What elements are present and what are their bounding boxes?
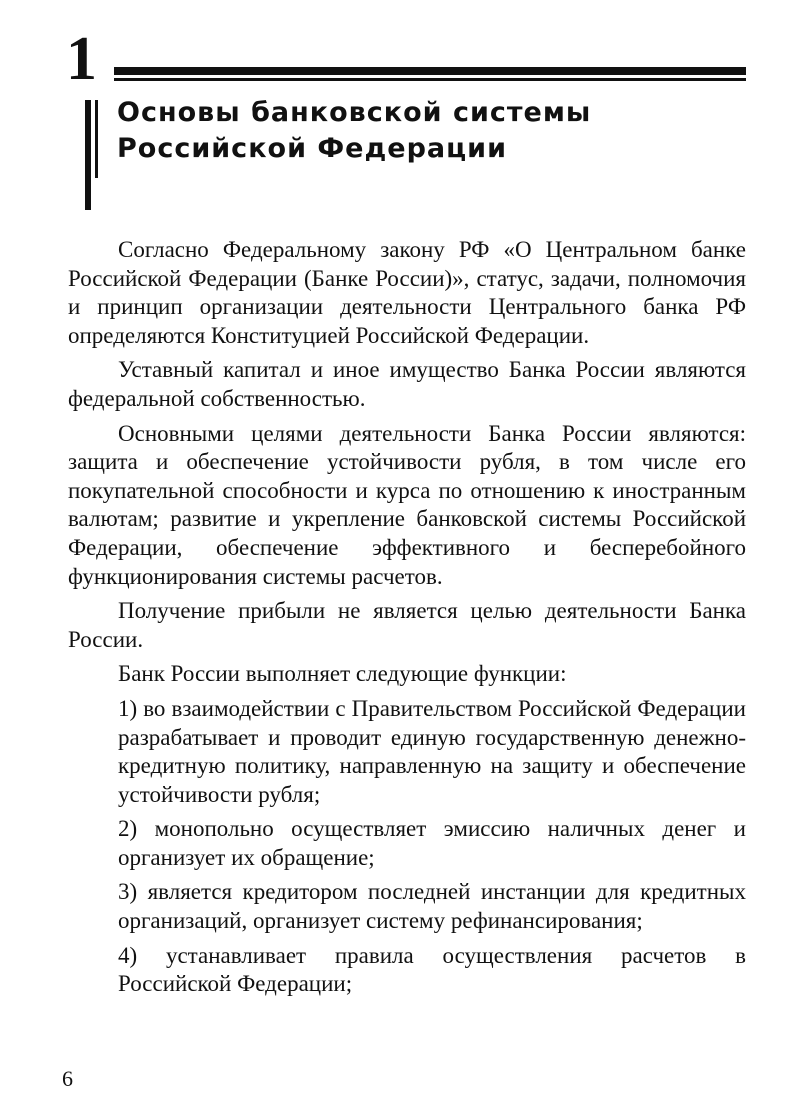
body-text	[68, 236, 746, 1005]
chapter-title-line-2: Российской Федерации	[117, 133, 507, 164]
header-rule-thin	[114, 78, 746, 81]
chapter-number: 1	[66, 25, 97, 93]
chapter-title-line-1: Основы банковской системы	[117, 97, 592, 128]
paragraph: Согласно Федеральному закону РФ «О Центральном банке Российской Федерации (Банке России)», статус, задачи, полномочия и принцип организации деятельности Центрального банка РФ определяются Конституцией Российской Федерации.	[68, 237, 746, 348]
function-list-item: 2) монопольно осуществляет эмиссию наличных денег и организует их обращение;	[118, 816, 746, 870]
paragraph: Уставный капитал и иное имущество Банка России являются федеральной собственностью.	[68, 357, 746, 411]
header-rule-thick	[114, 67, 746, 75]
page-number: 6	[62, 1066, 73, 1091]
function-list-item: 3) является кредитором последней инстанции для кредитных организаций, организует систему рефинансирования;	[118, 879, 746, 934]
chapter-title	[117, 95, 737, 167]
function-list-item: 4) устанавливает правила осуществления расчетов в Российской Федерации;	[118, 942, 746, 997]
paragraph: Банк России выполняет следующие функции:	[118, 661, 567, 687]
side-bar-thick	[85, 100, 91, 210]
paragraph: Получение прибыли не является целью деятельности Банка России.	[68, 598, 746, 652]
side-bar-thin	[95, 100, 98, 178]
function-list-item: 1) во взаимодействии с Правительством Российской Федерации разрабатывает и проводит единую государственную денежно-кредитную политику, направленную на защиту и обеспечение устойчивости рубля;	[118, 695, 746, 807]
paragraph: Основными целями деятельности Банка России являются: защита и обеспечение устойчивости рубля, в том числе его покупательной способности и курса по отношению к иностранным валютам; развитие и укрепление банковской системы Российской Федерации, обеспечение эффективного и бесперебойного функционирования системы расчетов.	[68, 420, 746, 589]
